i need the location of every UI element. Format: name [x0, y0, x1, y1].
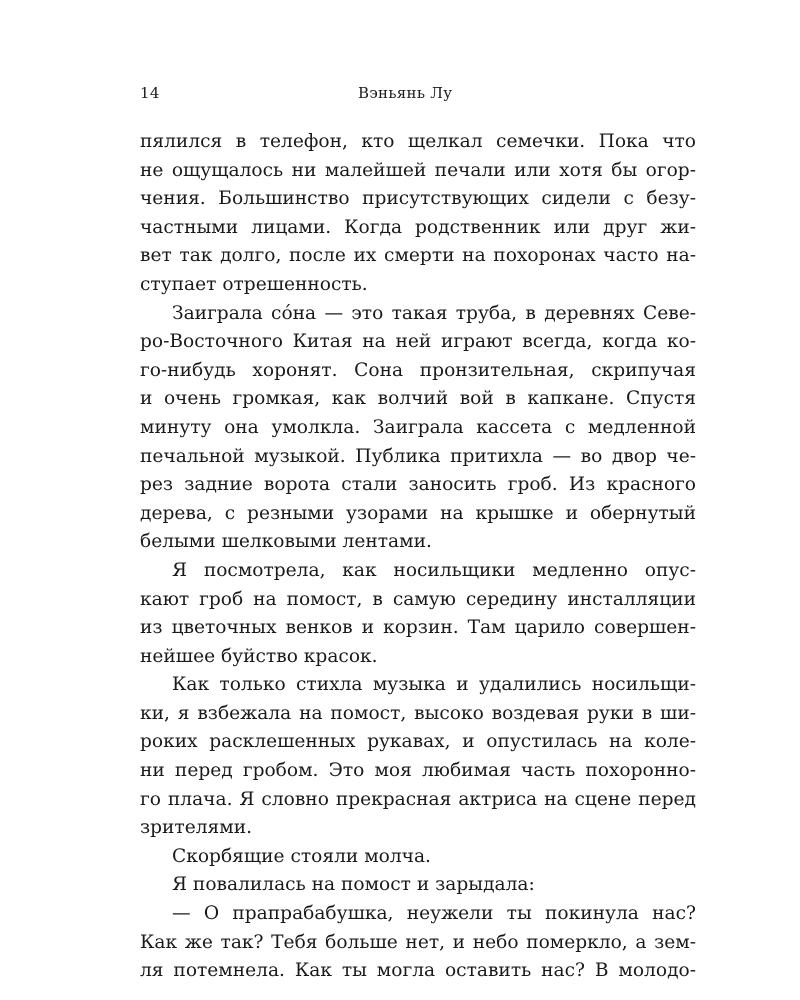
text-line: Заиграла со́на — это такая труба, в деревнях Севе-	[172, 302, 696, 324]
text-line: не ощущалось ни малейшей печали или хотя бы огор-	[140, 159, 696, 181]
text-line: нейшее буйство красок.	[140, 645, 378, 667]
text-line: ро-Восточного Китая на ней играют всегда, когда ко-	[140, 331, 696, 353]
running-head: Вэньянь Лу	[358, 84, 453, 102]
text-line: ля потемнела. Как ты могла оставить нас? В молодо-	[140, 960, 696, 982]
text-line: рез задние ворота стали заносить гроб. Из красного	[140, 474, 696, 496]
text-line: белыми шелковыми лентами.	[140, 531, 432, 553]
text-line: и очень громкая, как волчий вой в капкане. Спустя	[140, 388, 696, 410]
text-line: чения. Большинство присутствующих сидели с безу-	[140, 188, 696, 210]
text-line: минуту она умолкла. Заиграла кассета с медленной	[140, 416, 696, 438]
text-line: Скорбящие стояли молча.	[172, 845, 431, 867]
text-line: го плача. Я словно прекрасная актриса на сцене перед	[140, 788, 696, 810]
text-line: печальной музыкой. Публика притихла — во двор че-	[140, 445, 696, 467]
text-line: из цветочных венков и корзин. Там царило совершен-	[140, 617, 696, 639]
page-number: 14	[140, 84, 160, 102]
paragraph	[140, 871, 696, 900]
text-line: дерева, с резными узорами на крышке и обернутый	[140, 502, 696, 524]
book-page	[140, 84, 696, 986]
text-line: пялился в телефон, кто щелкал семечки. Пока что	[140, 131, 696, 152]
text-line: ки, я взбежала на помост, высоко воздевая руки в ши-	[140, 702, 696, 724]
text-line: роких расклешенных рукавах, и опустилась на коле-	[140, 731, 696, 753]
text-line: го-нибудь хоронят. Сона пронзительная, скрипучая	[140, 359, 696, 381]
text-line: — О прапрабабушка, неужели ты покинула нас?	[172, 903, 696, 925]
paragraph	[140, 900, 696, 986]
text-line: зрителями.	[140, 817, 253, 839]
text-line: кают гроб на помост, в самую середину инсталляции	[140, 588, 696, 610]
body-text	[140, 128, 696, 986]
page-header	[140, 84, 696, 114]
paragraph	[140, 671, 696, 843]
paragraph	[140, 300, 696, 557]
paragraph	[140, 128, 696, 300]
text-line: Я повалилась на помост и зарыдала:	[172, 874, 535, 896]
paragraph	[140, 557, 696, 671]
text-line: Я посмотрела, как носильщики медленно опус-	[172, 559, 696, 581]
text-line: ни перед гробом. Это моя любимая часть похоронно-	[140, 760, 696, 782]
text-line: частными лицами. Когда родственник или друг жи-	[140, 216, 696, 238]
text-line: Как же так? Тебя больше нет, и небо померкло, а зем-	[140, 931, 696, 953]
text-line: ступает отрешенность.	[140, 273, 368, 295]
text-line: вет так долго, после их смерти на похоронах часто на-	[140, 245, 696, 267]
text-line: Как только стихла музыка и удалились носильщи-	[172, 674, 696, 696]
paragraph	[140, 843, 696, 872]
